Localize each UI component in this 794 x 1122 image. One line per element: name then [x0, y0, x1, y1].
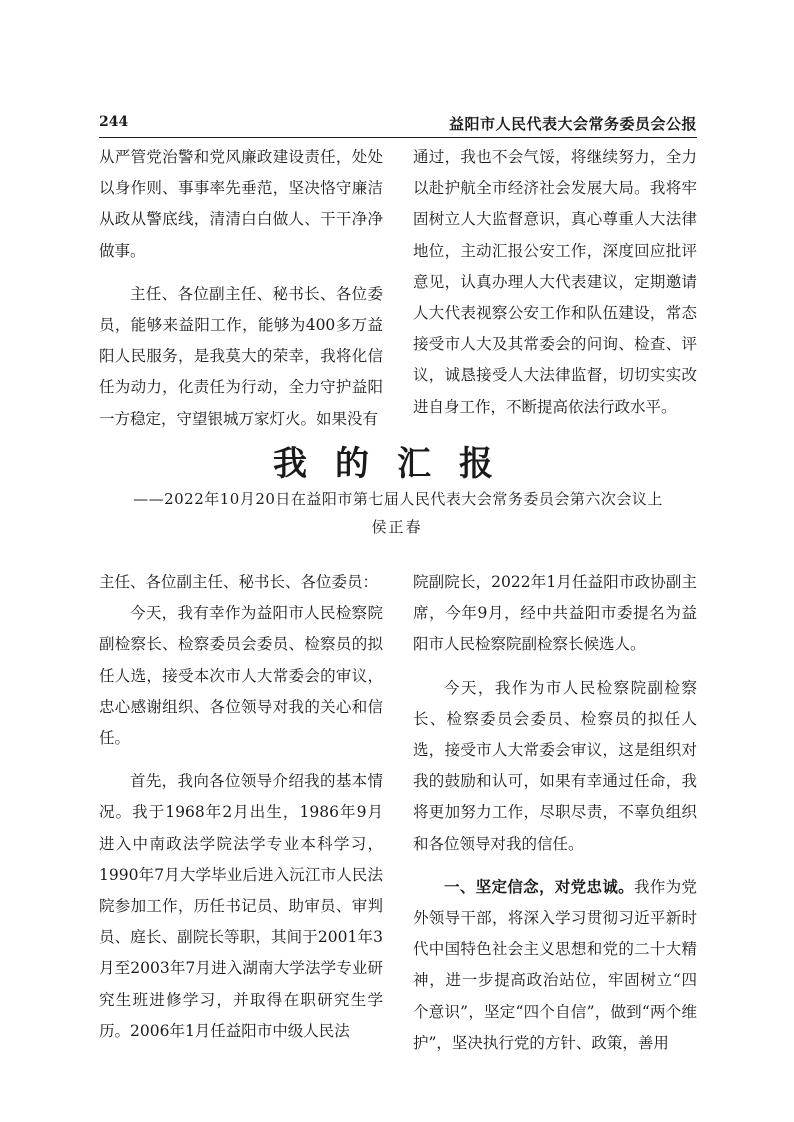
- paragraph: 今天，我有幸作为益阳市人民检察院副检察长、检察委员会委员、检察员的拟任人选，接受本次市人大常委会的审议，忠心感谢组织、各位领导对我的关心和信任。: [99, 604, 383, 748]
- paragraph: 主任、各位副主任、秘书长、各位委员，能够来益阳工作，能够为400多万益阳人民服务，是我莫大的荣幸，我将化信任为动力，化责任为行动，全力守护益阳一方稳定，守望银城万家灯火。如果没有: [99, 284, 383, 428]
- article-left-column: [99, 567, 383, 1047]
- paragraph: 今天，我作为市人民检察院副检察长、检察委员会委员、检察员的拟任人选，接受市人大常委会审议，这是组织对我的鼓励和认可，如果有幸通过任命，我将更加努力工作，尽职尽责，不辜负组织和各位领导对我的信任。: [413, 678, 697, 853]
- article-author: 侯正春: [371, 518, 423, 536]
- page-header: [99, 112, 697, 134]
- paragraph: 首先，我向各位领导介绍我的基本情况。我于1968年2月出生，1986年9月进入中南政法学院法学专业本科学习，1990年7月大学毕业后进入沅江市人民法院参加工作，历任书记员、助审员、审判员、庭长、副院长等职，其间于2001年3月至2003年7月进入湖南大学法学专业研究生班进修学习，并取得在职研究生学历。2006年1月任益阳市中级人民法: [99, 772, 383, 1040]
- top-left-column: [99, 142, 383, 435]
- top-right-column: [413, 142, 697, 423]
- page-number: 244: [99, 114, 129, 130]
- article-right-column: [413, 567, 697, 1059]
- paragraph: [413, 872, 697, 1059]
- paragraph-body: 我作为党外领导干部，将深入学习贯彻习近平新时代中国特色社会主义思想和党的二十大精神，进一步提高政治站位，牢固树立“四个意识”，坚定“四个自信”，做到“两个维护”，坚决执行党的方针、政策，善用: [413, 877, 697, 1052]
- paragraph: 从严管党治警和党风廉政建设责任，处处以身作则、事事率先垂范，坚决恪守廉洁从政从警底线，清清白白做人、干干净净做事。: [99, 148, 383, 260]
- header-rule: [99, 137, 697, 138]
- article-title: 我的汇报: [273, 444, 521, 484]
- paragraph: 通过，我也不会气馁，将继续努力，全力以赴护航全市经济社会发展大局。我将牢固树立人大监督意识，真心尊重人大法律地位，主动汇报公安工作，深度回应批评意见，认真办理人大代表建议，定期邀请人大代表视察公安工作和队伍建设，常态接受市人大及其常委会的问询、检查、评议，诚恳接受人大法律监督，切切实实改进自身工作，不断提高依法行政水平。: [413, 148, 697, 416]
- section-heading: 一、坚定信念，对党忠诚。: [444, 877, 634, 896]
- salutation: 主任、各位副主任、秘书长、各位委员：: [99, 573, 379, 591]
- journal-title: 益阳市人民代表大会常务委员会公报: [448, 115, 697, 133]
- article-subtitle: ——2022年10月20日在益阳市第七届人民代表大会常务委员会第六次会议上: [133, 490, 663, 508]
- paragraph: 院副院长，2022年1月任益阳市政协副主席，今年9月，经中共益阳市委提名为益阳市人民检察院副检察长候选人。: [413, 573, 697, 654]
